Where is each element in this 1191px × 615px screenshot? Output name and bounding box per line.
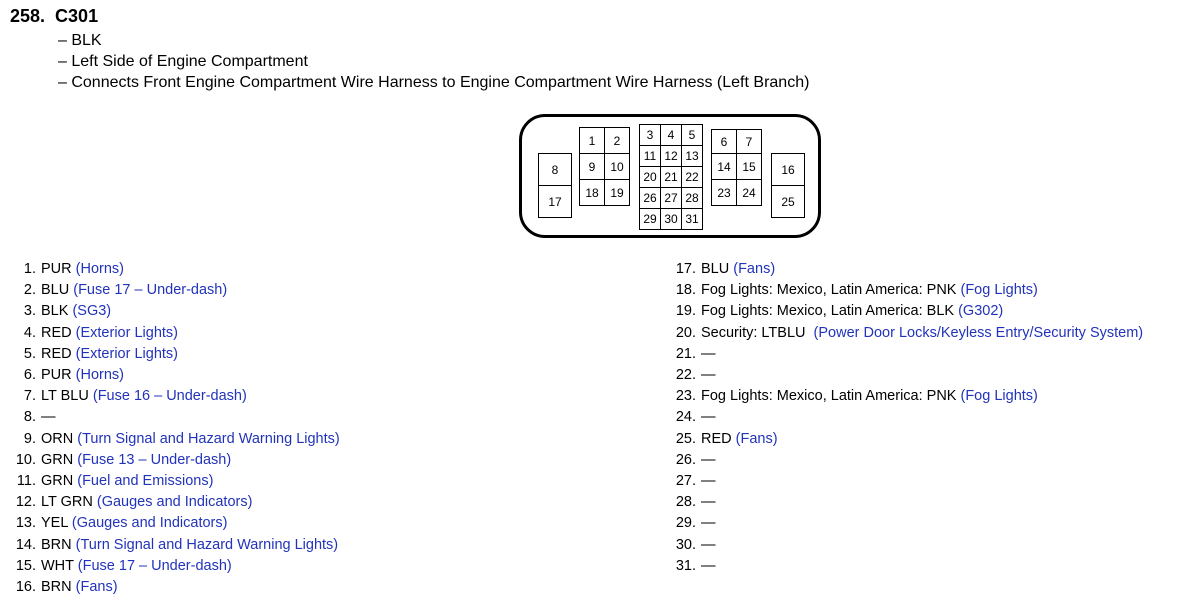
pin-list-item: [0, 302, 111, 323]
pin-cell: 5: [681, 124, 703, 146]
pin-list-item: [660, 472, 716, 493]
pin-list-item: [0, 408, 56, 429]
pin-number: 4.: [23, 324, 36, 341]
wire-description: —: [41, 409, 56, 426]
pin-list-item: [0, 514, 227, 535]
pin-cell: 6: [711, 129, 737, 154]
wire-description: BRN: [41, 536, 76, 553]
connector-number: 258.: [10, 6, 46, 26]
pin-list-item: [660, 536, 716, 557]
wire-description: —: [701, 409, 716, 426]
connector-color: – BLK: [58, 32, 102, 49]
circuit-link[interactable]: (Power Door Locks/Keyless Entry/Security System): [813, 324, 1144, 341]
pin-number: 13.: [15, 515, 36, 532]
pin-cell: 15: [736, 153, 762, 180]
pin-cell: 24: [736, 179, 762, 206]
pin-number: 26.: [675, 451, 696, 468]
pin-list-item: [660, 408, 716, 429]
pin-list-item: [0, 345, 178, 366]
pin-list-item: [660, 345, 716, 366]
pin-cell: 11: [639, 145, 661, 167]
pin-list-item: [660, 281, 1038, 302]
pin-cell: 18: [579, 179, 605, 206]
pin-number: 16.: [15, 579, 36, 595]
pin-cell: 1: [579, 127, 605, 154]
wire-description: GRN: [41, 473, 78, 489]
pin-number: 11.: [16, 473, 36, 489]
circuit-link[interactable]: (Gauges and Indicators): [96, 494, 253, 511]
wire-description: —: [701, 494, 716, 511]
pin-number: 21.: [675, 345, 696, 362]
pin-cell: 20: [639, 166, 661, 188]
pin-cell: 2: [604, 127, 630, 154]
wire-description: RED: [701, 430, 736, 447]
pin-number: 27.: [675, 473, 696, 489]
wire-description: —: [701, 557, 716, 574]
wire-description: Security: LTBLU: [701, 324, 814, 341]
pin-number: 23.: [675, 388, 696, 405]
pin-number: 29.: [675, 515, 696, 532]
circuit-link[interactable]: (Horns): [75, 367, 124, 383]
pin-list-item: [0, 493, 252, 514]
pin-number: 18.: [675, 282, 696, 299]
pin-number: 5.: [23, 345, 36, 362]
pin-list-item: [660, 387, 1038, 408]
pin-number: 3.: [23, 303, 36, 320]
pin-number: 7.: [23, 388, 36, 405]
pin-cell: 8: [538, 153, 572, 186]
circuit-link[interactable]: (G302): [958, 303, 1004, 320]
pin-cell: 14: [711, 153, 737, 180]
circuit-link[interactable]: (Turn Signal and Hazard Warning Lights): [77, 430, 340, 447]
pin-list-item: [660, 493, 716, 514]
wire-description: ORN: [41, 430, 78, 447]
pin-cell: 23: [711, 179, 737, 206]
pin-number: 22.: [675, 367, 696, 383]
wire-description: Fog Lights: Mexico, Latin America: PNK: [701, 388, 961, 405]
pin-cell: 7: [736, 129, 762, 154]
pin-list-item: [0, 536, 338, 557]
circuit-link[interactable]: (Fog Lights): [960, 282, 1038, 299]
wire-description: PUR: [41, 367, 76, 383]
pin-cell: 10: [604, 153, 630, 180]
pin-list-item: [660, 324, 1143, 345]
pin-cell: 21: [660, 166, 682, 188]
connector-location: – Left Side of Engine Compartment: [58, 53, 308, 70]
pin-list-item: [660, 430, 778, 451]
pin-cell: 27: [660, 187, 682, 209]
wire-description: LT GRN: [41, 494, 97, 511]
pin-list-item: [0, 451, 231, 472]
circuit-link[interactable]: (Fans): [733, 261, 776, 277]
pin-list-item: [0, 578, 118, 599]
pin-list-item: [0, 472, 213, 493]
wire-description: —: [701, 473, 716, 489]
circuit-link[interactable]: (Exterior Lights): [75, 345, 178, 362]
connector-face-diagram: [519, 114, 821, 238]
pin-cell: 4: [660, 124, 682, 146]
pin-list-item: [0, 387, 247, 408]
pin-number: 17.: [675, 261, 696, 277]
wire-description: BLU: [41, 282, 74, 299]
circuit-link[interactable]: (Fuse 16 – Under-dash): [92, 388, 247, 405]
pin-cell: 13: [681, 145, 703, 167]
pin-number: 8.: [23, 409, 36, 426]
pin-list-item: [0, 366, 124, 387]
pin-number: 9.: [23, 430, 36, 447]
page-title: [10, 6, 98, 27]
wire-description: BLU: [701, 261, 734, 277]
circuit-link[interactable]: (Fuse 17 – Under-dash): [77, 557, 232, 574]
pin-cell: 29: [639, 208, 661, 230]
wire-description: —: [701, 451, 716, 468]
pin-list-item: [0, 430, 340, 451]
wire-description: LT BLU: [41, 388, 93, 405]
wire-description: PUR: [41, 261, 76, 277]
pin-number: 2.: [23, 282, 36, 299]
pin-list-item: [0, 281, 227, 302]
pin-cell: 25: [771, 185, 805, 218]
pin-list-item: [0, 557, 232, 578]
pin-number: 6.: [23, 367, 36, 383]
pin-cell: 3: [639, 124, 661, 146]
pin-list-item: [660, 302, 1003, 323]
pin-cell: 31: [681, 208, 703, 230]
pin-number: 31.: [675, 557, 696, 574]
circuit-link[interactable]: (Fuel and Emissions): [77, 473, 214, 489]
wire-description: RED: [41, 324, 76, 341]
wire-description: BRN: [41, 579, 76, 595]
wire-description: —: [701, 345, 716, 362]
pin-cell: 30: [660, 208, 682, 230]
pin-cell: 16: [771, 153, 805, 186]
pin-number: 25.: [675, 430, 696, 447]
pin-cell: 26: [639, 187, 661, 209]
circuit-link[interactable]: (Fuse 13 – Under-dash): [77, 451, 232, 468]
pin-cell: 19: [604, 179, 630, 206]
pin-number: 15.: [15, 557, 36, 574]
wire-description: Fog Lights: Mexico, Latin America: BLK: [701, 303, 959, 320]
circuit-link[interactable]: (Fuse 17 – Under-dash): [73, 282, 228, 299]
circuit-link[interactable]: (Fog Lights): [960, 388, 1038, 405]
circuit-link[interactable]: (Fans): [75, 579, 118, 595]
wire-description: —: [701, 536, 716, 553]
pin-cell: 28: [681, 187, 703, 209]
pin-list-item: [660, 260, 775, 281]
wire-description: YEL: [41, 515, 72, 532]
circuit-link[interactable]: (Exterior Lights): [75, 324, 178, 341]
pin-cell: 22: [681, 166, 703, 188]
wire-description: WHT: [41, 557, 78, 574]
pin-list-item: [660, 514, 716, 535]
pin-cell: 9: [579, 153, 605, 180]
pin-list-item: [0, 324, 178, 345]
wire-description: —: [701, 515, 716, 532]
connector-id: C301: [55, 6, 99, 26]
pin-number: 12.: [15, 494, 36, 511]
circuit-link[interactable]: (Turn Signal and Hazard Warning Lights): [75, 536, 339, 553]
pin-number: 20.: [675, 324, 696, 341]
circuit-link[interactable]: (Horns): [75, 261, 124, 277]
wire-description: GRN: [41, 451, 78, 468]
pin-number: 24.: [675, 409, 696, 426]
wire-description: RED: [41, 345, 76, 362]
pin-cell: 12: [660, 145, 682, 167]
wire-description: —: [701, 367, 716, 383]
pin-number: 19.: [675, 303, 696, 320]
pin-number: 30.: [675, 536, 696, 553]
pin-number: 10.: [15, 451, 36, 468]
pin-list-item: [0, 260, 124, 281]
wire-description: Fog Lights: Mexico, Latin America: PNK: [701, 282, 961, 299]
circuit-link[interactable]: (Gauges and Indicators): [71, 515, 228, 532]
pin-list-item: [660, 451, 716, 472]
pin-list-item: [660, 557, 716, 578]
pin-list-item: [660, 366, 716, 387]
circuit-link[interactable]: (SG3): [72, 303, 112, 320]
wire-description: BLK: [41, 303, 73, 320]
circuit-link[interactable]: (Fans): [735, 430, 778, 447]
pin-number: 1.: [23, 261, 36, 277]
connector-description: – Connects Front Engine Compartment Wire Harness to Engine Compartment Wire Harness (Left Branch): [58, 74, 810, 91]
pin-cell: 17: [538, 185, 572, 218]
pin-number: 28.: [675, 494, 696, 511]
pin-number: 14.: [15, 536, 36, 553]
